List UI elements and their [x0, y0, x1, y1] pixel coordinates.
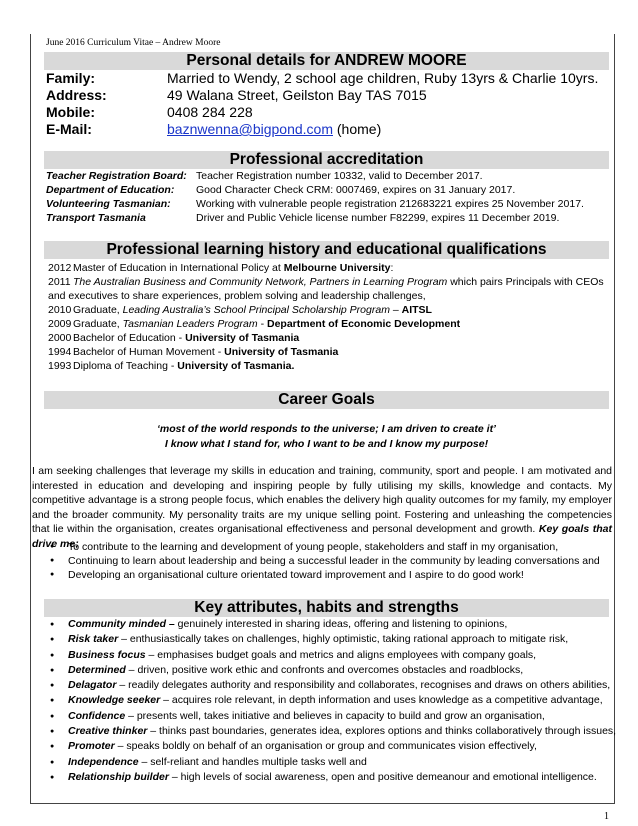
education-year: 1993 [48, 360, 72, 372]
education-text: Master of Education in International Policy at [73, 262, 284, 274]
education-text: Diploma of Teaching - [73, 360, 178, 372]
accreditation-value: Working with vulnerable people registration 212683221 expires 25 November 2017. [196, 198, 584, 210]
attribute-text: – enthusiastically takes on challenges, highly optimistic, taking rational approach to mitigate risk, [118, 633, 569, 646]
list-item [46, 693, 616, 708]
attribute-text: – thinks past boundaries, generates idea, explores options and thinks collaboratively through issues, [147, 725, 617, 738]
attribute-term: Knowledge seeker [68, 694, 161, 707]
career-paragraph-text: I am seeking challenges that leverage my skills in education and training, community, sport and people. I am motivated and interested in education and developing and inspiring people by fully utilising my skills, knowledge and contacts. My competitive advantage is a strong people focus, which enables the delivery high quality outcomes for my family, my employer and the broader community. My personality traits are my unique selling point. Fostering and unleashing the competencies that lie within the organisation, creates organisational effectiveness and personal development and growth. [32, 465, 612, 535]
education-year: 2011 [48, 276, 71, 288]
attribute-term: Relationship builder [68, 770, 169, 783]
family-row [46, 70, 598, 87]
page-number: 1 [604, 811, 609, 822]
attribute-term: Risk taker [68, 633, 119, 646]
list-item [46, 770, 616, 785]
education-year: 2012 [48, 262, 72, 274]
education-institution: University of Tasmania [224, 346, 339, 358]
section-education-title: Professional learning history and educational qualifications [44, 241, 609, 259]
list-item [46, 632, 616, 647]
attribute-term: Community minded – [68, 618, 175, 630]
education-row [46, 262, 393, 275]
attributes-list [46, 617, 616, 785]
education-text: Bachelor of Human Movement - [73, 346, 225, 358]
attribute-term: Business focus [68, 648, 146, 661]
section-accreditation-title: Professional accreditation [44, 151, 609, 169]
education-text: : [390, 262, 394, 274]
email-row [46, 121, 381, 138]
attribute-text: – readily delegates authority and responsibility and collaborates, recognises and draws on others abilities, [116, 679, 611, 692]
list-item: ● Developing an organisational culture orientated toward improvement and I aspire to do good work! [46, 568, 600, 582]
career-goals-list [46, 540, 600, 582]
education-text: and executives to share experiences, problem solving and leadership challenges, [48, 290, 426, 302]
list-item [46, 648, 616, 663]
section-attributes-title: Key attributes, habits and strengths [44, 599, 609, 617]
education-text: Graduate, [73, 318, 123, 330]
attribute-text: – presents well, takes initiative and believes in capacity to build and grow an organisation, [125, 709, 545, 722]
accreditation-row [46, 198, 584, 211]
accreditation-label: Transport Tasmania [46, 212, 146, 224]
attribute-text: – high levels of social awareness, open and positive demeanour and emotional intelligence. [168, 770, 597, 783]
accreditation-value: Teacher Registration number 10332, valid to December 2017. [196, 170, 483, 182]
accreditation-label: Department of Education: [46, 184, 175, 196]
list-item [46, 724, 616, 739]
attribute-text: – driven, positive work ethic and confronts and overcomes obstacles and roadblocks, [125, 663, 524, 676]
education-row [46, 360, 294, 373]
education-text: Bachelor of Education - [73, 332, 186, 344]
education-program: Tasmanian Leaders Program [122, 318, 258, 330]
education-institution: Department of Economic Development [267, 318, 461, 330]
career-paragraph [32, 464, 612, 551]
list-item [46, 739, 616, 754]
attribute-term: Determined [68, 663, 126, 676]
running-header: June 2016 Curriculum Vitae – Andrew Moore [46, 38, 221, 48]
education-text: - [257, 318, 267, 330]
education-row [46, 346, 338, 359]
education-institution: University of Tasmania [185, 332, 300, 344]
mobile-value: 0408 284 228 [167, 104, 253, 120]
education-program: The Australian Business and Community Network, Partners in Learning Program [73, 276, 448, 288]
section-career-title: Career Goals [44, 391, 609, 409]
attribute-term: Creative thinker [68, 725, 148, 738]
section-personal-title: Personal details for ANDREW MOORE [44, 52, 609, 70]
accreditation-row [46, 212, 559, 225]
address-row [46, 87, 427, 104]
education-institution: Melbourne University [283, 262, 391, 274]
list-item [46, 663, 616, 678]
education-text: Graduate, [73, 304, 123, 316]
education-text: – [389, 304, 402, 316]
attribute-text: – emphasises budget goals and metrics and aligns employees with company goals, [145, 648, 537, 661]
address-value: 49 Walana Street, Geilston Bay TAS 7015 [167, 87, 427, 103]
mobile-row [46, 104, 253, 121]
education-program: Leading Australia’s School Principal Scholarship Program [122, 304, 390, 316]
education-year: 2010 [48, 304, 72, 316]
address-label: Address: [46, 87, 107, 103]
attribute-text: – self-reliant and handles multiple tasks well and [138, 755, 367, 768]
attribute-text: – acquires role relevant, in depth information and uses knowledge as a competitive advantage, [160, 694, 603, 707]
career-quote-line-2: I know what I stand for, who I want to be and I know my purpose! [164, 438, 489, 450]
accreditation-label: Teacher Registration Board: [46, 170, 187, 182]
education-text: which pairs Principals with CEOs [447, 276, 604, 288]
education-year: 1994 [48, 346, 72, 358]
attribute-term: Independence [68, 755, 139, 768]
education-row [46, 318, 460, 331]
education-institution: University of Tasmania. [177, 360, 295, 372]
accreditation-row [46, 170, 483, 183]
education-year: 2009 [48, 318, 72, 330]
career-paragraph-emphasis: Key goals that drive me; [32, 523, 612, 550]
list-item [46, 755, 616, 770]
attribute-term: Promoter [68, 740, 115, 753]
accreditation-row [46, 184, 515, 197]
career-quote-line-1: ‘most of the world responds to the universe; I am driven to create it’ [157, 423, 496, 435]
list-item: ● Continuing to learn about leadership and being a successful leader in the community by leading conversations and [46, 554, 600, 568]
accreditation-label: Volunteering Tasmanian: [46, 198, 171, 210]
accreditation-value: Driver and Public Vehicle license number F82299, expires 11 December 2019. [196, 212, 560, 224]
accreditation-value: Good Character Check CRM: 0007469, expires on 31 January 2017. [196, 184, 516, 196]
attribute-term: Confidence [68, 709, 126, 722]
mobile-label: Mobile: [46, 104, 95, 120]
education-year: 2000 [48, 332, 72, 344]
list-item: ● To contribute to the learning and development of young people, stakeholders and staff in my organisation, [46, 540, 600, 554]
list-item [46, 709, 616, 724]
list-item [46, 678, 616, 693]
education-institution: AITSL [401, 304, 432, 316]
education-row [46, 276, 604, 289]
education-row [46, 304, 432, 317]
email-label: E-Mail: [46, 121, 92, 137]
attribute-text: – speaks boldly on behalf of an organisation or group and communicates vision effectively, [114, 740, 537, 753]
family-value: Married to Wendy, 2 school age children, Ruby 13yrs & Charlie 10yrs. [167, 70, 599, 86]
attribute-term: Delagator [68, 679, 117, 692]
education-row [46, 332, 299, 345]
education-row-continuation [48, 290, 426, 303]
email-suffix: (home) [333, 121, 382, 137]
attribute-text: genuinely interested in sharing ideas, offering and listening to opinions, [174, 618, 508, 630]
email-link[interactable]: baznwenna@bigpond.com [167, 121, 333, 137]
list-item [46, 617, 616, 632]
family-label: Family: [46, 70, 96, 86]
